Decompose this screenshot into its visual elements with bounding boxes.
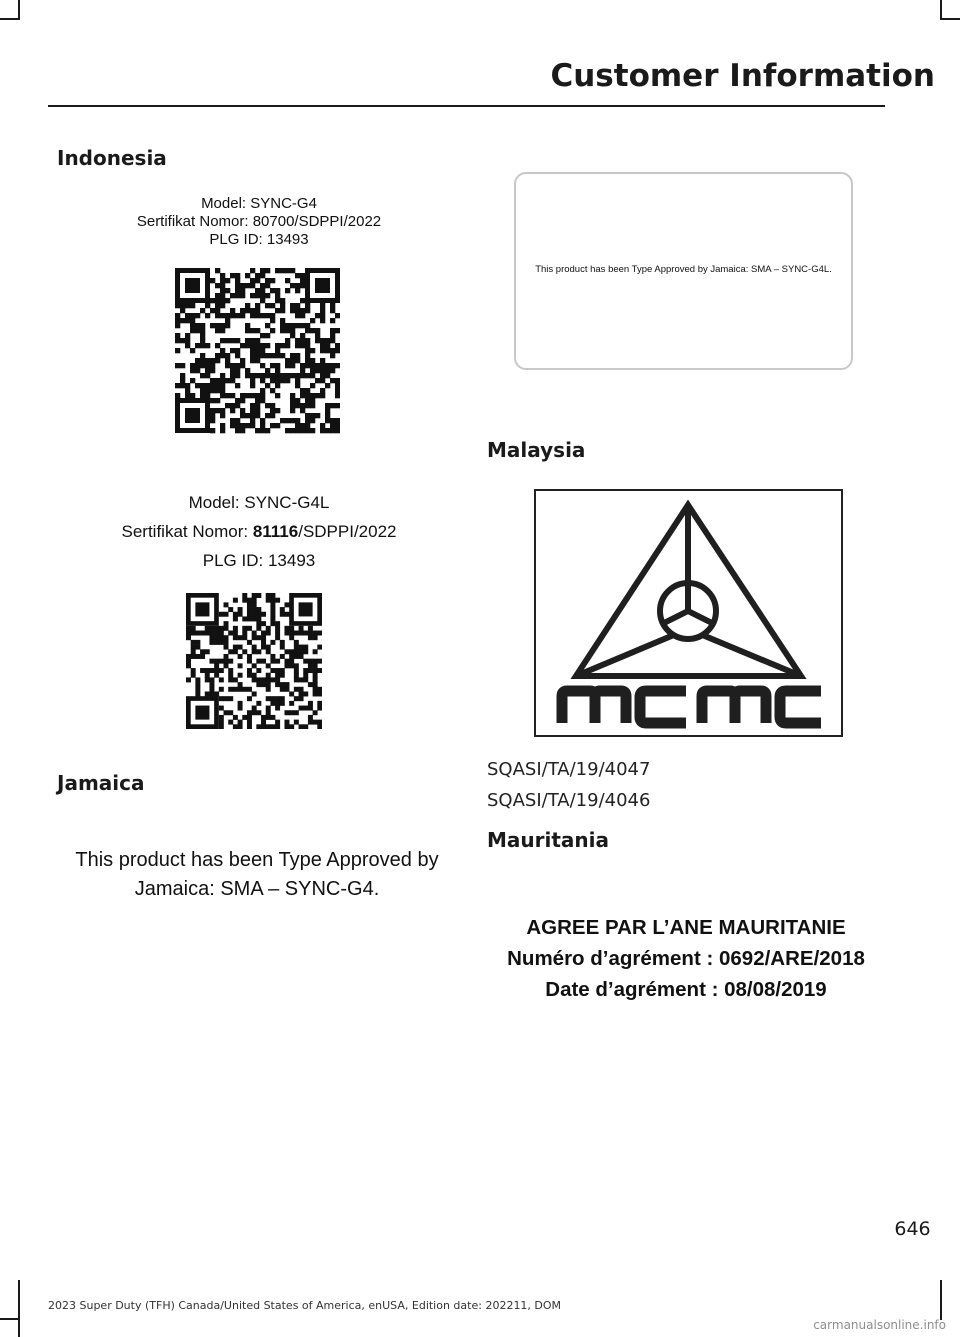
malaysia-code: SQASI/TA/19/4047	[487, 759, 651, 780]
malaysia-code: SQASI/TA/19/4046	[487, 790, 651, 811]
crop-mark	[940, 1280, 942, 1320]
cert-model: Model: SYNC-G4	[201, 195, 317, 212]
cert-number: Sertifikat Nomor: 80700/SDPPI/2022	[136, 213, 382, 230]
crop-mark	[18, 0, 20, 20]
page-title: Customer Information	[550, 58, 935, 94]
mauritania-approval-text: AGREE PAR L’ANE MAURITANIE Numéro d’agrément : 0692/ARE/2018 Date d’agrément : 08/08/2019	[507, 916, 865, 1001]
cert-plg-id: PLG ID: 13493	[209, 231, 309, 248]
jamaica-approval-box	[514, 172, 853, 370]
crop-mark	[18, 1280, 20, 1337]
heading-mauritania: Mauritania	[487, 828, 610, 852]
crop-mark	[940, 18, 960, 20]
crop-mark	[940, 0, 942, 20]
qr-code-image	[175, 268, 340, 436]
cert-plg-id: PLG ID: 13493	[202, 551, 316, 570]
heading-malaysia: Malaysia	[487, 438, 586, 462]
watermark: carmanualsonline.info	[813, 1318, 946, 1332]
mcmc-logo-icon	[536, 491, 841, 735]
footer-edition: 2023 Super Duty (TFH) Canada/United States of America, enUSA, Edition date: 202211, DOM	[48, 1299, 562, 1312]
heading-indonesia: Indonesia	[57, 146, 167, 170]
header-divider	[48, 105, 885, 107]
cert-number: Sertifikat Nomor: 81116/SDPPI/2022	[121, 522, 397, 541]
jamaica-approval-text: This product has been Type Approved by Jamaica: SMA – SYNC-G4.	[75, 849, 439, 900]
heading-jamaica: Jamaica	[57, 771, 145, 795]
crop-mark	[0, 18, 20, 20]
crop-mark	[0, 1318, 20, 1320]
cert-model: Model: SYNC-G4L	[188, 493, 330, 512]
indonesia-cert-g4l	[84, 488, 434, 575]
jamaica-approval-box-text: This product has been Type Approved by Jamaica: SMA – SYNC-G4L.	[535, 264, 832, 275]
indonesia-cert-g4	[104, 195, 414, 249]
qr-code-image	[186, 593, 322, 729]
mcmc-logo-box	[534, 489, 843, 737]
page-number: 646	[894, 1218, 931, 1240]
